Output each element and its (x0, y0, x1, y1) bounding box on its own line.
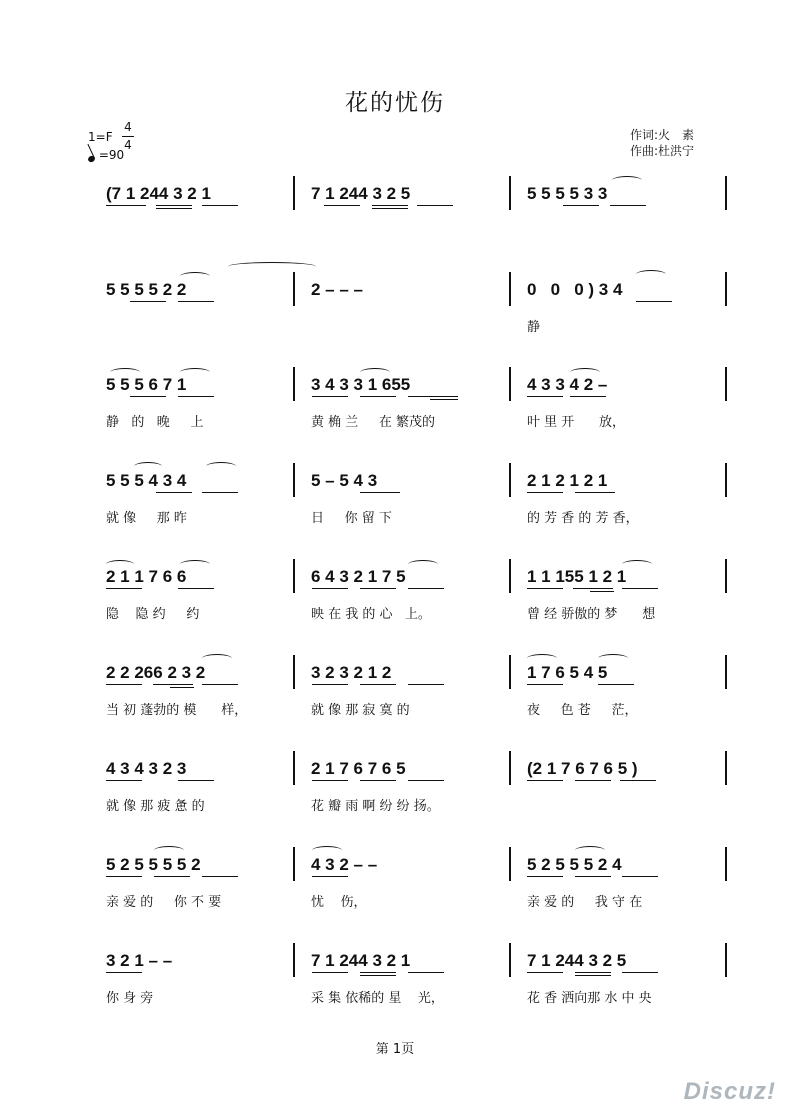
beam-underline (622, 972, 658, 973)
slur (575, 846, 605, 855)
measure-notes: 2 1 2 1 2 1 (527, 471, 608, 490)
beam-underline (202, 876, 238, 877)
beam-underline (620, 780, 656, 781)
beam-underline (178, 396, 214, 397)
measure-notes: 3 2 1 – – (106, 951, 173, 970)
measure-lyric: 当 初 蓬勃的 模 样， (106, 703, 248, 718)
measure-notes: 5 5 5 5 3 3 (527, 184, 608, 203)
beam-underline (360, 975, 396, 976)
beam-underline (178, 780, 214, 781)
barline (725, 655, 727, 689)
slur (570, 368, 600, 377)
beam-underline (312, 876, 348, 877)
slur (154, 846, 184, 855)
beam-underline (360, 780, 396, 781)
beam-underline (360, 972, 396, 973)
beam-underline (106, 588, 142, 589)
measure-notes: 4 3 4 3 2 3 (106, 759, 187, 778)
composer: 作曲:杜洪宁 (630, 144, 695, 158)
measure-lyric: 就 像 那 疲 惫 的 (106, 799, 205, 814)
beam-underline (575, 975, 611, 976)
measure-notes: 7 1 244 3 2 5 (311, 184, 411, 203)
beam-underline (527, 492, 563, 493)
measure-lyric: 黄 桷 兰 在 繁茂的 (311, 415, 436, 430)
beam-underline (312, 780, 348, 781)
measure-notes: 5 5 5 6 7 1 (106, 375, 187, 394)
quarter-note-icon (87, 155, 96, 163)
measure-notes: 4 3 2 – – (311, 855, 378, 874)
score-system (0, 567, 790, 647)
slur (202, 654, 232, 663)
beam-underline (573, 588, 613, 589)
page-number: 第 1页 (375, 1042, 415, 1057)
lyricist: 作词:火 素 (630, 128, 695, 142)
barline (725, 463, 727, 497)
barline (293, 176, 295, 210)
barline (725, 367, 727, 401)
watermark-logo: Discuz! (683, 1078, 776, 1105)
score-system (0, 663, 790, 743)
beam-underline (130, 396, 166, 397)
song-title: 花的忧伤 (345, 90, 445, 116)
barline (509, 943, 511, 977)
beam-underline (527, 684, 563, 685)
beam-underline (417, 205, 453, 206)
barline (725, 176, 727, 210)
beam-underline (408, 684, 444, 685)
score-system (0, 184, 790, 264)
beam-underline (636, 301, 672, 302)
beam-underline (106, 780, 142, 781)
slur (312, 846, 342, 855)
slur (612, 176, 642, 185)
beam-underline (106, 684, 142, 685)
beam-underline (360, 588, 396, 589)
measure-notes: 5 5 5 4 3 4 (106, 471, 187, 490)
beam-underline (563, 205, 599, 206)
beam-underline (312, 684, 348, 685)
beam-underline (408, 588, 444, 589)
beam-underline (527, 396, 563, 397)
beam-underline (360, 684, 396, 685)
beam-underline (106, 205, 146, 206)
barline (293, 463, 295, 497)
measure-notes: 5 2 5 5 5 2 4 (527, 855, 622, 874)
measure-lyric: 曾 经 骄傲的 梦 想 (527, 607, 656, 622)
beam-underline (178, 301, 214, 302)
beam-underline (312, 972, 348, 973)
beam-underline (202, 492, 238, 493)
measure-lyric: 就 像 那 昨 (106, 511, 187, 526)
beam-underline (312, 396, 348, 397)
beam-underline (170, 687, 194, 688)
measure-lyric: 就 像 那 寂 寞 的 (311, 703, 410, 718)
measure-notes: 4 3 3 4 2 – (527, 375, 608, 394)
barline (725, 847, 727, 881)
beam-underline (622, 588, 658, 589)
score-system (0, 375, 790, 455)
beam-underline (324, 205, 360, 206)
measure-lyric: 隐 隐 约 约 (106, 607, 200, 622)
measure-lyric: 花 香 洒向那 水 中 央 (527, 991, 652, 1006)
beam-underline (202, 684, 238, 685)
barline (509, 176, 511, 210)
measure-notes: 2 2 266 2 3 2 (106, 663, 206, 682)
barline (509, 751, 511, 785)
barline (725, 751, 727, 785)
measure-lyric: 的 芳 香 的 芳 香， (527, 511, 639, 526)
beam-underline (527, 876, 563, 877)
measure-lyric: 亲 爱 的 你 不 要 (106, 895, 222, 910)
measure-notes: 7 1 244 3 2 5 (527, 951, 627, 970)
barline (725, 559, 727, 593)
barline (509, 655, 511, 689)
slur (360, 368, 390, 377)
slur (598, 654, 628, 663)
barline (509, 847, 511, 881)
barline (509, 463, 511, 497)
slur (106, 560, 134, 569)
barline (293, 847, 295, 881)
measure-lyric: 忧 伤， (311, 895, 367, 910)
beam-underline (527, 780, 563, 781)
tempo-value: =90 (98, 148, 125, 162)
beam-underline (202, 205, 238, 206)
barline (293, 272, 295, 306)
slur (206, 462, 236, 471)
slur (110, 368, 140, 377)
measure-notes: 1 1 155 1 2 1 (527, 567, 627, 586)
slur (636, 270, 666, 279)
beam-underline (360, 492, 400, 493)
beam-underline (575, 780, 611, 781)
score-system (0, 280, 790, 360)
beam-underline (430, 399, 458, 400)
measure-lyric: 静 的 晚 上 (106, 415, 204, 430)
measure-notes: (7 1 244 3 2 1 (106, 184, 211, 203)
barline (509, 559, 511, 593)
slur (134, 462, 162, 471)
measure-lyric: 夜 色 苍 茫， (527, 703, 638, 718)
barline (293, 943, 295, 977)
slur (180, 368, 210, 377)
slur (228, 262, 316, 271)
credits (630, 127, 694, 159)
measure-notes: 1 7 6 5 4 5 (527, 663, 608, 682)
barline (293, 751, 295, 785)
barline (293, 367, 295, 401)
beam-underline (590, 591, 614, 592)
measure-notes: 2 1 1 7 6 6 (106, 567, 187, 586)
measure-notes: 3 4 3 3 1 655 (311, 375, 411, 394)
beam-underline (156, 205, 192, 206)
score-system (0, 951, 790, 1031)
measure-notes: 3 2 3 2 1 2 (311, 663, 392, 682)
barline (725, 943, 727, 977)
beam-underline (106, 876, 142, 877)
beam-underline (153, 684, 193, 685)
measure-lyric: 采 集 依稀的 星 光， (311, 991, 444, 1006)
beam-underline (622, 876, 658, 877)
beam-underline (527, 588, 563, 589)
barline (293, 655, 295, 689)
measure-notes: 2 1 7 6 7 6 5 (311, 759, 406, 778)
beam-underline (130, 301, 166, 302)
measure-lyric: 叶 里 开 放， (527, 415, 626, 430)
measure-notes: 5 – 5 4 3 (311, 471, 378, 490)
barline (509, 367, 511, 401)
beam-underline (156, 208, 192, 209)
slur (180, 560, 210, 569)
score-system (0, 759, 790, 839)
measure-notes: 5 2 5 5 5 5 2 (106, 855, 201, 874)
beam-underline (575, 972, 611, 973)
beam-underline (156, 492, 192, 493)
beam-underline (575, 876, 611, 877)
beam-underline (408, 396, 458, 397)
measure-lyric: 静 (527, 320, 541, 335)
beam-underline (570, 396, 606, 397)
beam-underline (527, 972, 563, 973)
measure-notes: 0 0 0 ) 3 4 (527, 280, 623, 299)
barline (725, 272, 727, 306)
meter-top: 4 (124, 120, 132, 134)
beam-underline (178, 588, 214, 589)
beam-underline (598, 684, 634, 685)
beam-underline (312, 588, 348, 589)
tempo-marking (88, 148, 124, 162)
beam-underline (372, 208, 408, 209)
measure-lyric: 亲 爱 的 我 守 在 (527, 895, 643, 910)
measure-lyric: 日 你 留 下 (311, 511, 392, 526)
measure-lyric: 映 在 我 的 心 上。 (311, 607, 431, 622)
beam-underline (372, 205, 408, 206)
meter-bottom: 4 (124, 138, 132, 152)
score-system (0, 471, 790, 551)
slur (622, 560, 652, 569)
measure-lyric: 花 瓣 雨 啊 纷 纷 扬。 (311, 799, 440, 814)
slur (408, 560, 438, 569)
barline (293, 559, 295, 593)
beam-underline (575, 492, 615, 493)
beam-underline (154, 876, 190, 877)
measure-notes: 6 4 3 2 1 7 5 (311, 567, 406, 586)
measure-notes: 5 5 5 5 2 2 (106, 280, 187, 299)
barline (509, 272, 511, 306)
beam-underline (408, 972, 444, 973)
measure-notes: 2 – – – (311, 280, 363, 299)
beam-underline (360, 396, 396, 397)
slur (180, 272, 210, 281)
key-signature: 1=F (88, 130, 113, 144)
slur (527, 654, 557, 663)
beam-underline (106, 972, 142, 973)
measure-notes: (2 1 7 6 7 6 5 ) (527, 759, 638, 778)
beam-underline (408, 780, 444, 781)
beam-underline (610, 205, 646, 206)
measure-notes: 7 1 244 3 2 1 (311, 951, 411, 970)
measure-lyric: 你 身 旁 (106, 991, 154, 1006)
score-system (0, 855, 790, 935)
